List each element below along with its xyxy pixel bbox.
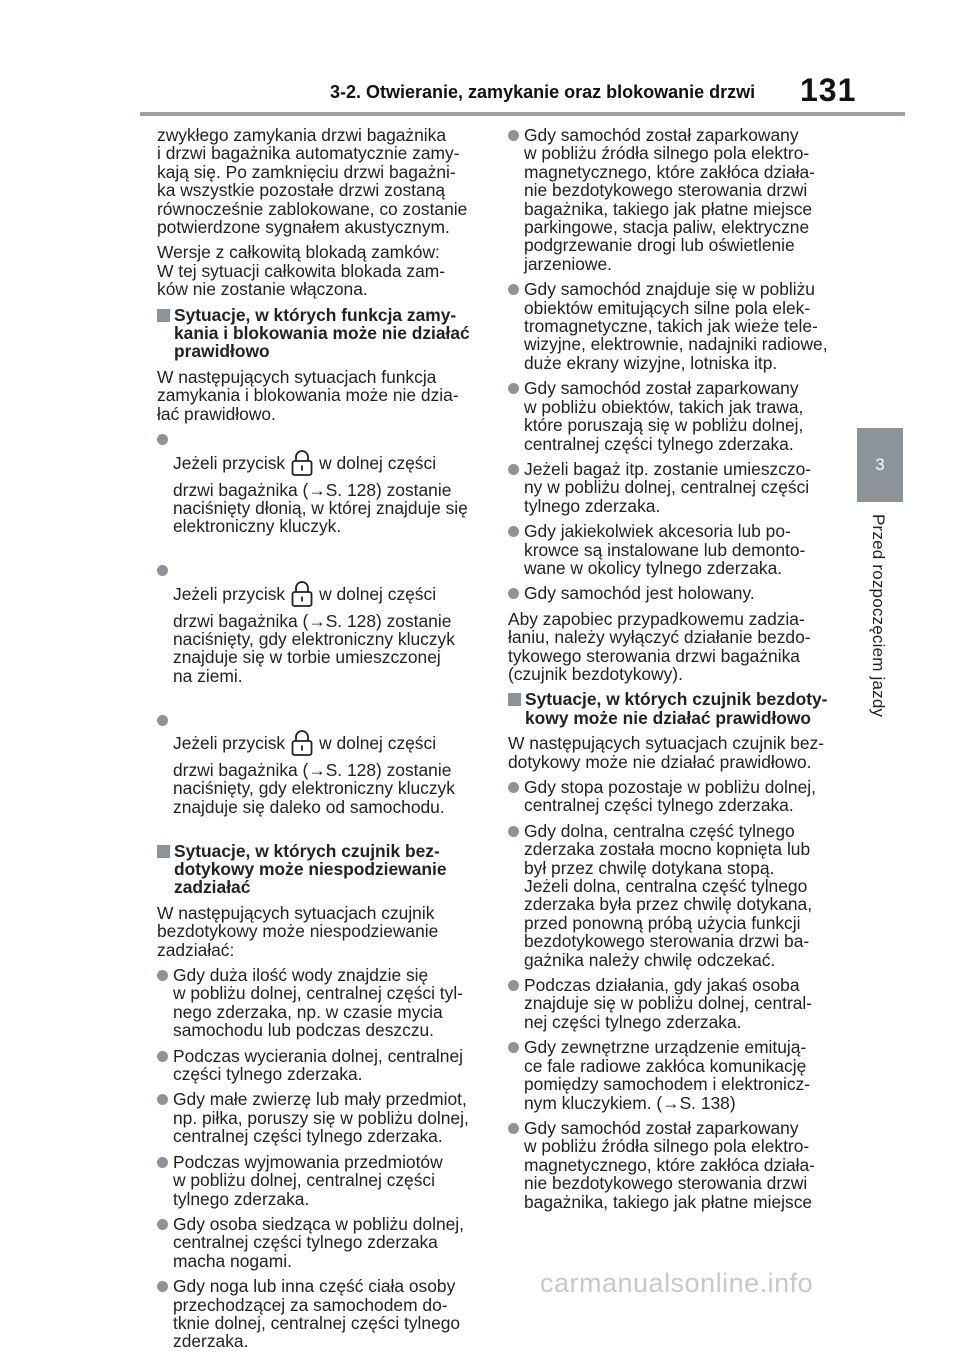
bullet-text: Gdy samochód znajduje się w pobliżu obiektów emitujących silne pola elek- tromagnetyczne, takich jak wieże tele- wizyjne, elektrownie, nadajniki radiowe, duże ekrany wizyjne, lotniska itp.: [524, 279, 828, 373]
bullet-after: w dolnej części: [319, 452, 437, 473]
bullet-rest: drzwi bagażnika (→S. 128) zostanie naciśnięty, gdy elektroniczny kluczyk znajduje się w torbie umieszczonej na ziemi.: [173, 610, 455, 686]
square-bullet-icon: [508, 693, 521, 706]
list-item: [508, 379, 838, 453]
chapter-label: Przed rozpoczęciem jazdy: [869, 514, 888, 718]
list-item: [508, 126, 838, 273]
heading-text: Sytuacje, w których czujnik bezdoty- kowy może nie działać prawidłowo: [525, 689, 828, 728]
list-item: [508, 778, 838, 815]
bullet-dot-icon: [157, 1219, 168, 1230]
bullet-text: Gdy jakiekolwiek akcesoria lub po- krowce są instalowane lub demonto- wane w okolicy tylnego zderzaka.: [524, 521, 806, 578]
watermark: carmanualsonline.info: [540, 1268, 814, 1298]
list-item: [508, 460, 838, 515]
section-heading: [157, 842, 485, 897]
section-heading: [157, 306, 485, 361]
bullet-dot-icon: [508, 980, 519, 991]
left-column: [157, 126, 485, 1358]
list-item: [508, 584, 838, 602]
list-item: [508, 822, 838, 969]
deadlock-note: Wersje z całkowitą blokadą zamków: W tej sytuacji całkowita blokada zam- ków nie zostanie włączona.: [157, 242, 446, 300]
bullet-lead: Jeżeli przycisk: [173, 452, 286, 473]
bullet-text: Gdy stopa pozostaje w pobliżu dolnej, centralnej części tylnego zderzaka.: [524, 777, 816, 816]
list-item: [157, 711, 485, 835]
bullet-dot-icon: [508, 464, 519, 475]
section-intro: W następujących sytuacjach czujnik bez- dotykowy może nie działać prawidłowo.: [508, 733, 825, 772]
lock-icon: [290, 449, 314, 477]
bullet-text: Gdy osoba siedząca w pobliżu dolnej, centralnej części tylnego zderzaka macha nogami.: [173, 1213, 464, 1271]
bullet-text: Gdy samochód jest holowany.: [524, 583, 755, 604]
bullet-dot-icon: [508, 526, 519, 537]
lock-icon: [290, 580, 314, 608]
bullet-dot-icon: [508, 383, 519, 394]
bullet-rest: drzwi bagażnika (→S. 128) zostanie naciśnięty dłonią, w której znajduje się elektroniczny kluczyk.: [173, 479, 468, 537]
bullet-text: Gdy samochód został zaparkowany w pobliżu źródła silnego pola elektro- magnetycznego, które zakłóca działa- nie bezdotykowego sterowania drzwi bagażnika, takiego jak płatne miejsce: [524, 1117, 815, 1212]
bullet-text: Gdy małe zwierzę lub mały przedmiot, np. piłka, poruszy się w pobliżu dolnej, centralnej części tylnego zderzaka.: [173, 1089, 469, 1147]
bullet-after: w dolnej części: [319, 583, 437, 604]
list-item: [508, 280, 838, 372]
list-item: [157, 1215, 485, 1270]
list-item: [157, 1153, 485, 1208]
bullet-text: Gdy duża ilość wody znajdzie się w pobliżu dolnej, centralnej części tyl- nego zderzaka, np. w czasie mycia samochodu lub podczas deszczu.: [173, 965, 463, 1041]
list-item: [157, 1090, 485, 1145]
section-title: 3-2. Otwieranie, zamykanie oraz blokowanie drzwi: [330, 82, 756, 102]
bullet-dot-icon: [157, 715, 168, 726]
bullet-text: Gdy samochód został zaparkowany w pobliżu obiektów, takich jak trawa, które poruszają się w pobliżu dolnej, centralnej części tylnego zderzaka.: [524, 378, 804, 454]
bullet-rest: drzwi bagażnika (→S. 128) zostanie naciśnięty, gdy elektroniczny kluczyk znajduje się daleko od samochodu.: [173, 759, 455, 817]
bullet-dot-icon: [157, 1094, 168, 1105]
bullet-dot-icon: [157, 434, 168, 445]
bullet-text: Podczas działania, gdy jakaś osoba znajduje się w pobliżu dolnej, central- nej części tylnego zderzaka.: [524, 975, 813, 1032]
bullet-dot-icon: [508, 1042, 519, 1053]
bullet-dot-icon: [157, 1281, 168, 1292]
bullet-lead: Jeżeli przycisk: [173, 732, 286, 753]
header-divider: [140, 112, 905, 116]
bullet-dot-icon: [157, 565, 168, 576]
square-bullet-icon: [157, 309, 170, 322]
bullet-dot-icon: [508, 826, 519, 837]
bullet-dot-icon: [508, 284, 519, 295]
list-item: [508, 976, 838, 1031]
bullet-text: Gdy zewnętrzne urządzenie emitują- ce fale radiowe zakłóca komunikację pomiędzy samochodem i elektronicz- nym kluczykiem. (→S. 138): [524, 1037, 811, 1113]
list-item: [157, 1277, 485, 1351]
list-item: [508, 1038, 838, 1112]
bullet-text: Jeżeli bagaż itp. zostanie umieszczo- ny w pobliżu dolnej, centralnej części tylnego zderzaka.: [524, 458, 812, 516]
list-item: [508, 1119, 838, 1211]
bullet-dot-icon: [508, 782, 519, 793]
bullet-dot-icon: [157, 1051, 168, 1062]
page-number: 131: [800, 72, 857, 108]
bullet-text: Podczas wycierania dolnej, centralnej części tylnego zderzaka.: [173, 1045, 464, 1085]
bullet-text: Gdy noga lub inna część ciała osoby przechodzącej za samochodem do- tknie dolnej, centralnej części tylnego zderzaka.: [173, 1276, 461, 1352]
list-item: [157, 1047, 485, 1084]
chapter-tab[interactable]: [857, 428, 903, 502]
heading-text: Sytuacje, w których czujnik bez- dotykowy może niespodziewanie zadziałać: [174, 840, 447, 898]
bullet-text: Gdy dolna, centralna część tylnego zderzaka została mocno kopnięta lub był przez chwilę dotykana stopą. Jeżeli dolna, centralna część tylnego zderzaka była przez chwilę dotykana, przed ponowną próbą użycia funkcji bezdotykowego sterowania drzwi ba- gażnika należy chwilę odczekać.: [524, 820, 813, 970]
bullet-text: Podczas wyjmowania przedmiotów w pobliżu dolnej, centralnej części tylnego zderzaka.: [173, 1151, 443, 1209]
right-column: [508, 126, 838, 1218]
list-item: [157, 430, 485, 554]
chapter-tab-number: 3: [875, 455, 885, 474]
lock-icon: [290, 729, 314, 757]
bullet-dot-icon: [157, 1157, 168, 1168]
bullet-dot-icon: [508, 1123, 519, 1134]
bullet-dot-icon: [157, 970, 168, 981]
section-intro: W następujących sytuacjach czujnik bezdotykowy może niespodziewanie zadziałać:: [157, 902, 439, 960]
list-item: [157, 561, 485, 703]
bullet-dot-icon: [508, 588, 519, 599]
list-item: [157, 966, 485, 1040]
bullet-lead: Jeżeli przycisk: [173, 583, 286, 604]
bullet-text: Gdy samochód został zaparkowany w pobliżu źródła silnego pola elektro- magnetycznego, które zakłóca działa- nie bezdotykowego sterowania drzwi bagażnika, takiego jak płatne miejsce parkingowe, stacja paliw, elektryczne podgrzewanie drogi lub oświetlenie jarzeniowe.: [524, 125, 815, 274]
heading-text: Sytuacje, w których funkcja zamy- kania i blokowania może nie działać prawidłowo: [174, 304, 470, 362]
bullet-after: w dolnej części: [319, 732, 437, 753]
bullet-dot-icon: [508, 130, 519, 141]
section-heading: [508, 690, 838, 727]
list-item: [508, 522, 838, 577]
intro-paragraph: zwykłego zamykania drzwi bagażnika i drzwi bagażnika automatycznie zamy- kają się. Po zamknięciu drzwi bagażni- ka wszystkie pozostałe drzwi zostaną równocześnie zablokowane, co zostanie potwierdzone sygnałem akustycznym.: [157, 125, 468, 238]
square-bullet-icon: [157, 845, 170, 858]
advice-paragraph: Aby zapobiec przypadkowemu zadzia- łaniu, należy wyłączyć działanie bezdo- tykowego sterowania drzwi bagażnika (czujnik bezdotykowy).: [508, 608, 811, 684]
section-intro: W następujących sytuacjach funkcja zamykania i blokowania może nie dzia- łać prawidłowo.: [157, 366, 459, 424]
